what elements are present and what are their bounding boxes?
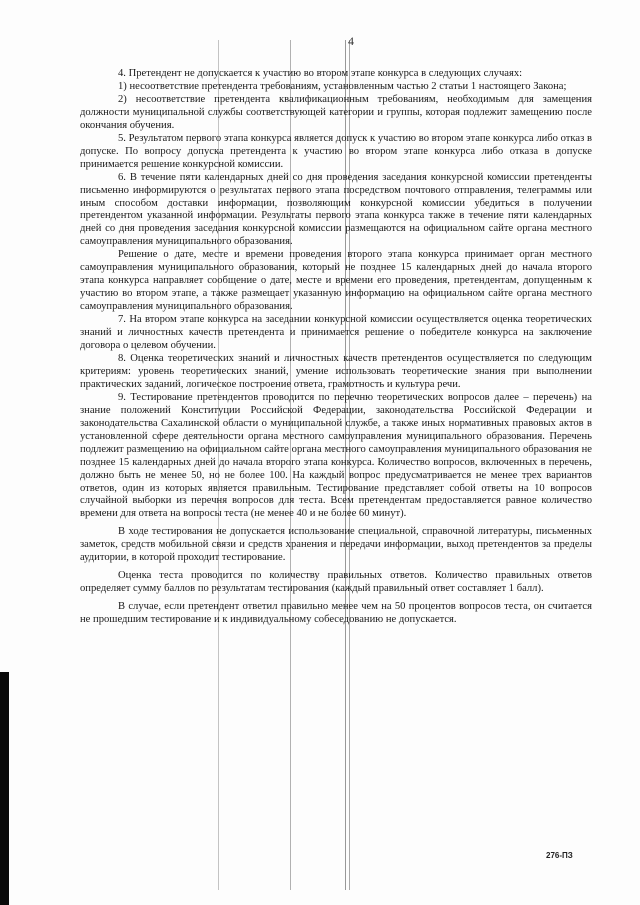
scan-edge	[0, 672, 9, 905]
paragraph-9: 9. Тестирование претендентов проводится по перечню теоретических вопросов далее – перечень) на знание положений Конституции Российской Федерации, законодательства Российской Федерации и законодательства Сахалинской области о муниципальной службе, а также иных нормативных правовых актов в установленной сфере деятельности органа местного самоуправления муниципального образования. Перечень подлежит размещению на официальном сайте органа местного самоуправления муниципального образования не позднее 15 календарных дней до начала второго этапа конкурса. Количество вопросов, включенных в перечень, должно быть не менее 50, но не более 100. На каждый вопрос предусматривается не менее трех вариантов ответов, один из которых является правильным. Тестирование представляет собой ответы на 10 вопросов случайной выборки из перечня вопросов для теста. Всем претендентам предоставляется равное количество времени для ответа на вопросы теста (не менее 40 и не более 60 минут).	[80, 391, 592, 520]
paragraph-7: 7. На втором этапе конкурса на заседании конкурсной комиссии осуществляется оценка теоретических знаний и личностных качеств претендента и принимается решение о победителе конкурса на заключение договора о целевом обучении.	[80, 314, 592, 352]
document-code: 276-ПЗ	[546, 851, 573, 860]
paragraph-4: 4. Претендент не допускается к участию во втором этапе конкурса в следующих случаях:	[118, 68, 523, 79]
paragraph-test-failure: В случае, если претендент ответил правильно менее чем на 50 процентов вопросов теста, он считается не прошедшим тестирование и к индивидуальному собеседованию не допускается.	[80, 601, 592, 626]
paragraph-test-scoring: Оценка теста проводится по количеству правильных ответов. Количество правильных ответов определяет сумму баллов по результатам тестирования (каждый правильный ответ составляет 1 балл).	[80, 570, 592, 595]
paragraph-6: 6. В течение пяти календарных дней со дня проведения заседания конкурсной комиссии претенденты письменно информируются о результатах первого этапа посредством почтового отправления, телеграммы или иным способом доставки информации, позволяющим конкурсной комиссии убедиться в получении претендентом указанной информации. Результаты первого этапа конкурса также в течение пяти календарных дней со дня проведения заседания конкурсной комиссии размещаются на официальном сайте органа местного самоуправления муниципального образования.	[80, 171, 592, 248]
paragraph-4-1: 1) несоответствие претендента требованиям, установленным частью 2 статьи 1 настоящего Закона;	[118, 80, 567, 92]
page-number: 4	[348, 34, 354, 48]
paragraph-4-2: 2) несоответствие претендента квалификационным требованиям, необходимым для замещения должности муниципальной службы соответствующей категории и группы, которая подлежит замещению после окончания обучения.	[80, 93, 592, 131]
paragraph-8: 8. Оценка теоретических знаний и личностных качеств претендентов осуществляется по следующим критериям: уровень теоретических знаний, умение использовать теоретические знания при выполнении практических заданий, логическое построение ответа, грамотность и культура речи.	[80, 352, 592, 390]
paragraph-second-stage-date: Решение о дате, месте и времени проведения второго этапа конкурса принимает орган местного самоуправления муниципального образования, который не позднее 15 календарных дней до начала второго этапа конкурса направляет сообщение о дате, месте и времени его проведения, претендентам, допущенным к участию во втором этапе, а также размещает указанную информацию на официальном сайте органа местного самоуправления муниципального образования.	[80, 249, 592, 313]
paragraph-5: 5. Результатом первого этапа конкурса является допуск к участию во втором этапе конкурса либо отказ в допуске. По вопросу допуска претендента к участию во втором этапе конкурса либо отказа в допуске принимается решение конкурсной комиссии.	[80, 132, 592, 170]
document-body	[80, 68, 592, 627]
paragraph-testing-rules: В ходе тестирования не допускается использование специальной, справочной литературы, письменных заметок, средств мобильной связи и средств хранения и передачи информации, выход претендентов за пределы аудитории, в которой проходит тестирование.	[80, 526, 592, 564]
